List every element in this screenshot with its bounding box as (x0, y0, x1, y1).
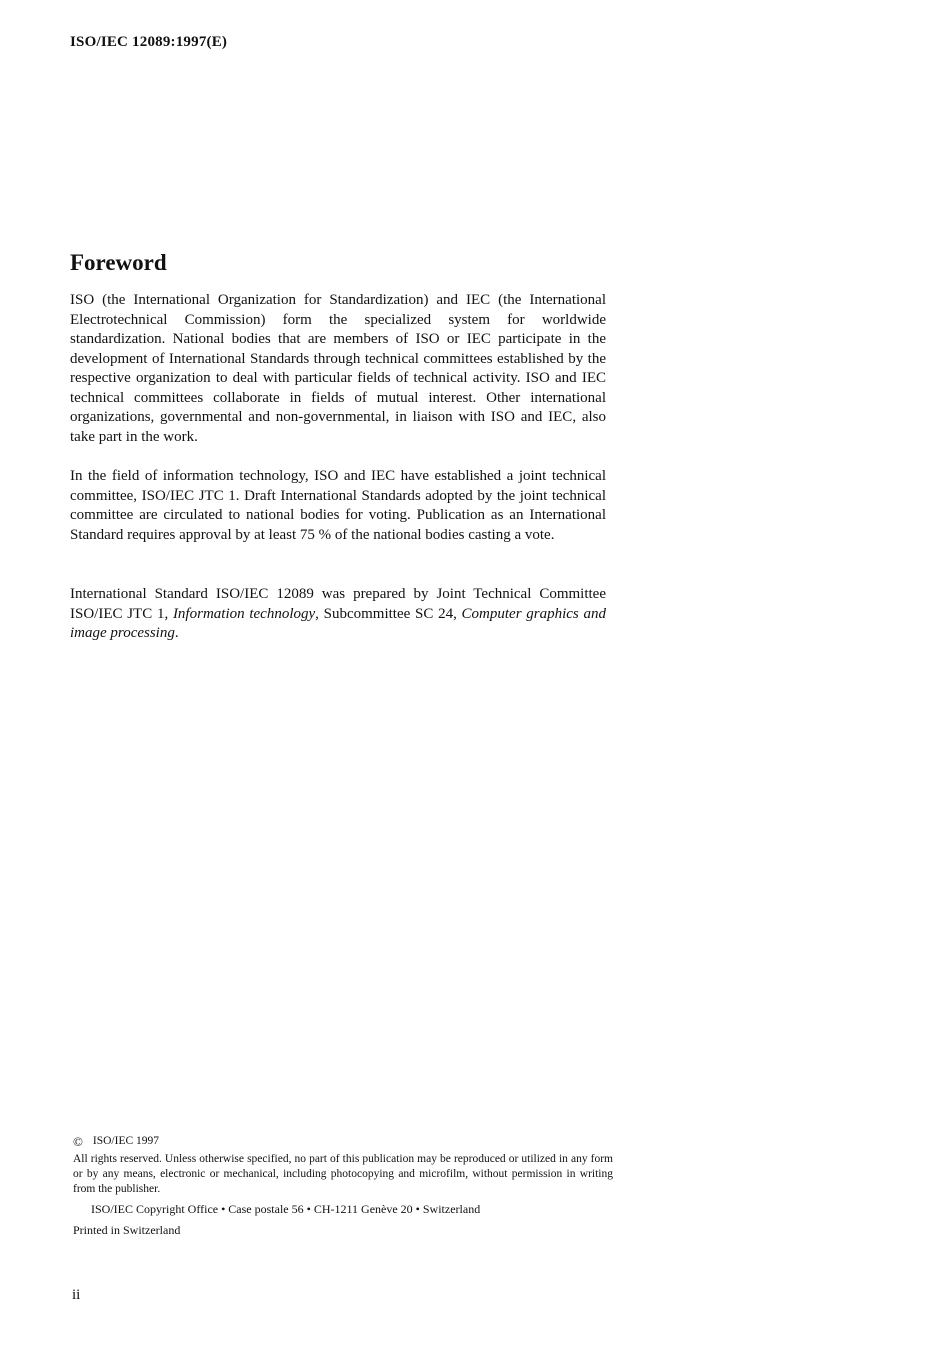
paragraph-3-text-3: . (174, 625, 179, 641)
committee-name: Information technology (172, 605, 316, 622)
copyright-holder: ISO/IEC 1997 (92, 1135, 160, 1147)
paragraph-3-text-1: International Standard ISO/IEC 12089 was prepared by Joint Technical Committee ISO/IEC JTC 1, (70, 586, 606, 622)
page-number: ii (72, 1287, 81, 1303)
paragraph-3-text-2: , Subcommittee SC 24, (315, 605, 462, 622)
foreword-paragraph-2: In the field of information technology, ISO and IEC have established a joint technical committee, ISO/IEC JTC 1. Draft International Standards adopted by the joint technical committee are circulated to national bodies for voting. Publication as an International Standard requires approval by at least 75 % of the national bodies casting a vote. (70, 468, 606, 543)
page-title: Foreword (70, 250, 167, 275)
subcommittee-name: Computer graphics and image processing (70, 605, 606, 641)
printed-location: Printed in Switzerland (73, 1223, 181, 1237)
foreword-paragraph-3 (70, 585, 606, 644)
foreword-paragraph-1: ISO (the International Organization for Standardization) and IEC (the International Electrotechnical Commission) form the specialized system for worldwide standardization. National bodies that are members of ISO or IEC participate in the development of International Standards through technical committees established by the respective organization to deal with particular fields of technical activity. ISO and IEC technical committees collaborate in fields of mutual interest. Other international organizations, governmental and non-governmental, in liaison with ISO and IEC, also take part in the work. (70, 292, 606, 445)
copyright-icon: © (73, 1134, 83, 1149)
copyright-block (73, 1134, 613, 1238)
copyright-office-address: ISO/IEC Copyright Office • Case postale 56 • CH-1211 Genève 20 • Switzerland (91, 1202, 481, 1216)
document-id-header: ISO/IEC 12089:1997(E) (70, 34, 228, 50)
rights-statement: All rights reserved. Unless otherwise specified, no part of this publication may be reproduced or utilized in any form or by any means, electronic or mechanical, including photocopying and microfilm, without permission in writing from the publisher. (73, 1153, 613, 1195)
copyright-line (73, 1134, 613, 1149)
